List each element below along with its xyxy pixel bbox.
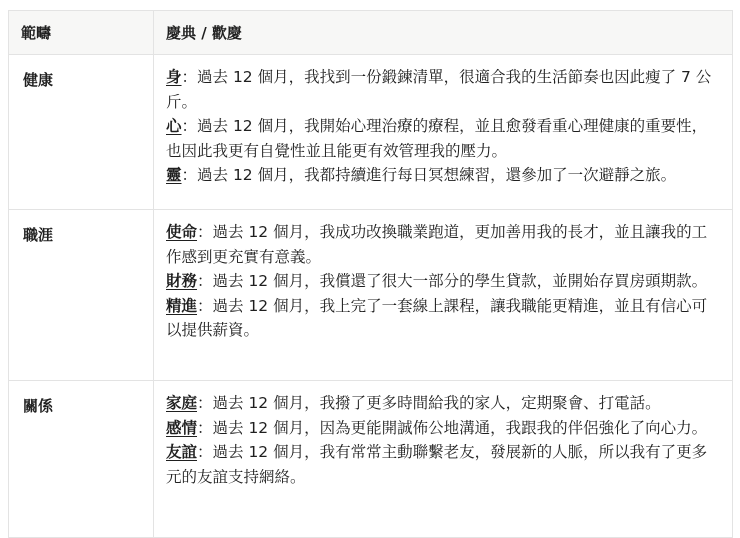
celebration-table xyxy=(8,10,733,538)
category-health: 健康 xyxy=(9,55,154,210)
entry-family xyxy=(166,391,720,416)
content-relationships xyxy=(154,381,733,538)
header-category: 範疇 xyxy=(9,11,154,55)
entry-finance xyxy=(166,269,720,294)
entry-romance xyxy=(166,416,720,441)
entry-key: 使命 xyxy=(166,223,198,241)
table-header-row xyxy=(9,11,733,55)
entry-text: ：過去 12 個月，我找到一份鍛鍊清單，很適合我的生活節奏也因此瘦了 7 公斤。 xyxy=(166,68,712,111)
entry-key: 身 xyxy=(166,68,182,86)
entry-spirit xyxy=(166,163,720,188)
content-health xyxy=(154,55,733,210)
table-row-relationships xyxy=(9,381,733,538)
entry-text: ：過去 12 個月，我開始心理治療的療程，並且愈發看重心理健康的重要性，也因此我更有自覺性並且能更有效管理我的壓力。 xyxy=(166,117,708,160)
entry-key: 精進 xyxy=(166,296,198,315)
entry-key: 財務 xyxy=(166,272,198,290)
entry-text: ：過去 12 個月，我有常常主動聯繫老友，發展新的人脈，所以我有了更多元的友誼支持網絡。 xyxy=(166,443,708,486)
entry-body xyxy=(166,65,720,114)
entry-text: ：過去 12 個月，我都持續進行每日冥想練習，還參加了一次避靜之旅。 xyxy=(181,166,677,184)
entry-text: ：過去 12 個月，我撥了更多時間給我的家人，定期聚會、打電話。 xyxy=(197,394,661,412)
entry-friendship xyxy=(166,440,720,489)
category-relationships: 關係 xyxy=(9,381,154,538)
content-career xyxy=(154,210,733,381)
entry-key: 友誼 xyxy=(166,443,198,461)
header-content: 慶典 / 歡慶 xyxy=(154,11,733,55)
entry-text: ：過去 12 個月，我上完了一套線上課程，讓我職能更精進，並且有信心可以提供薪資。 xyxy=(166,296,708,339)
entry-key: 心 xyxy=(166,117,182,135)
entry-mind xyxy=(166,114,720,163)
entry-text: ：過去 12 個月，我償還了很大一部分的學生貸款，並開始存買房頭期款。 xyxy=(197,272,708,290)
entry-growth xyxy=(166,294,720,343)
entry-key: 家庭 xyxy=(166,394,198,412)
table-row-health xyxy=(9,55,733,210)
entry-text: ：過去 12 個月，我成功改換職業跑道，更加善用我的長才，並且讓我的工作感到更充實有意義。 xyxy=(166,223,708,266)
entry-key: 感情 xyxy=(166,418,198,437)
entry-text: ：過去 12 個月，因為更能開誠佈公地溝通，我跟我的伴侶強化了向心力。 xyxy=(197,418,708,437)
entry-key: 靈 xyxy=(166,166,182,184)
table-row-career xyxy=(9,210,733,381)
entry-mission xyxy=(166,220,720,269)
category-career: 職涯 xyxy=(9,210,154,381)
